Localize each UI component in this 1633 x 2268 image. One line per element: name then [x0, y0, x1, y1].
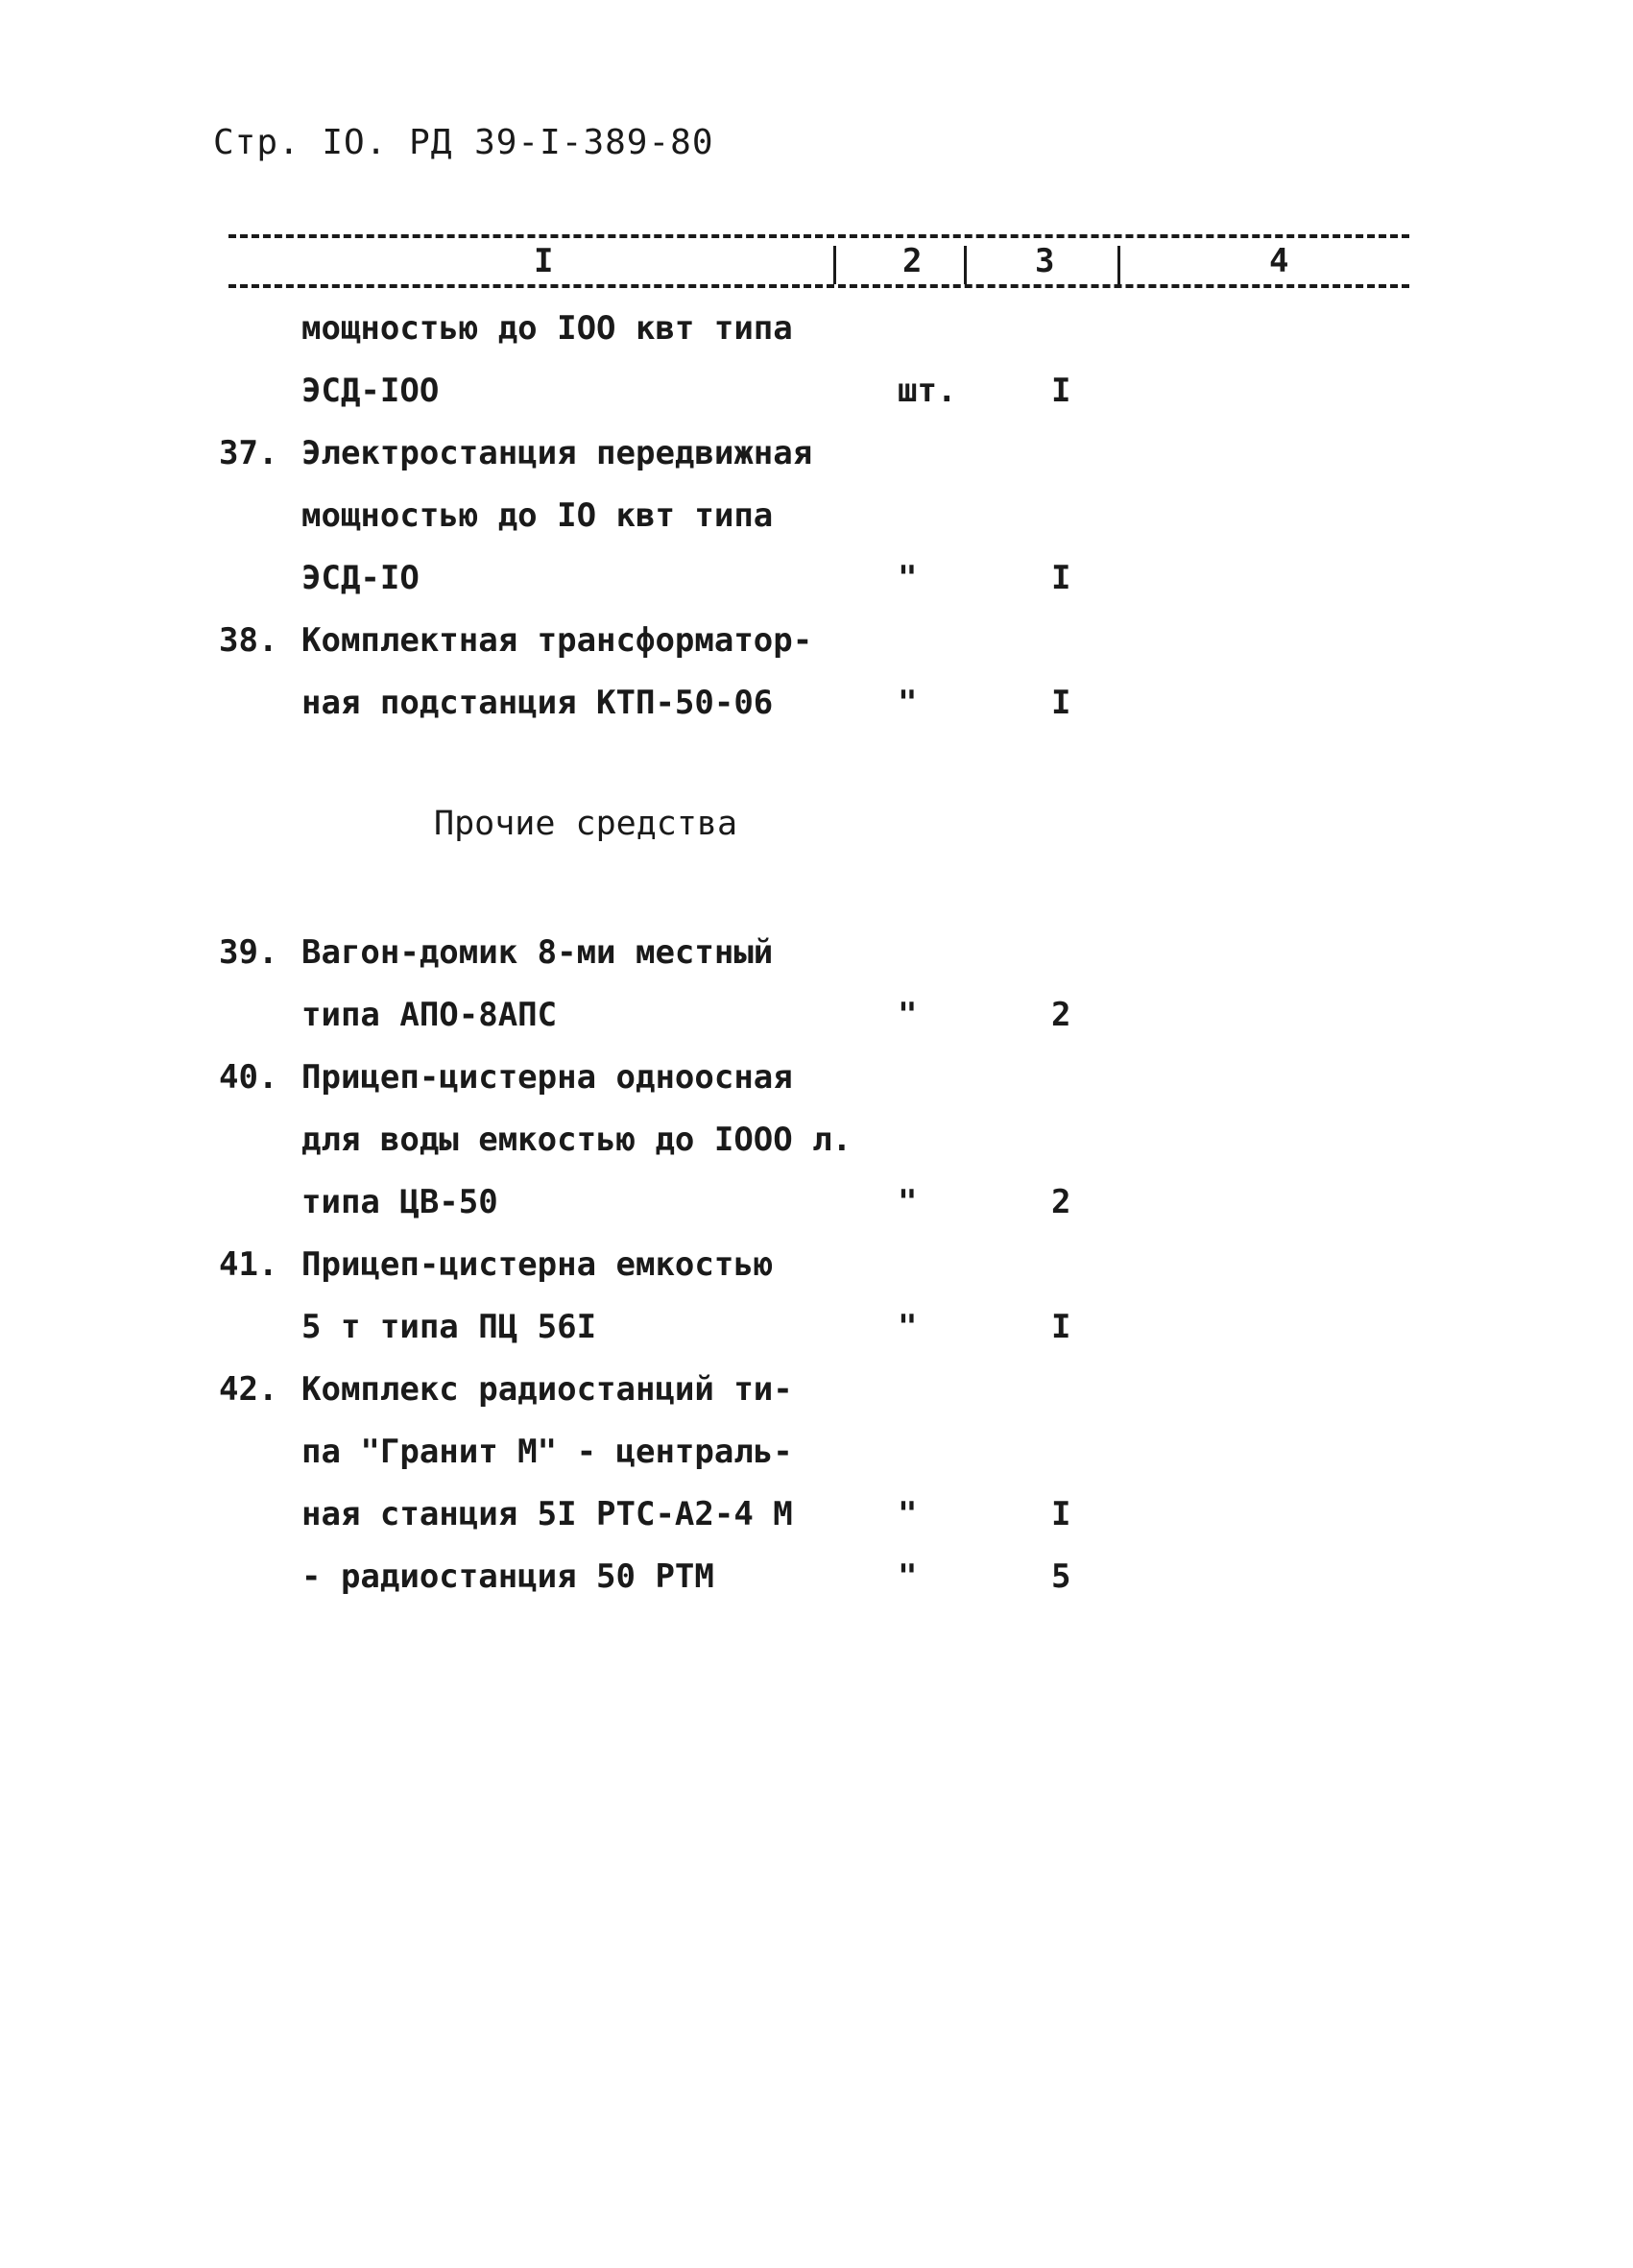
column-separator [964, 246, 967, 284]
item-unit: " [898, 1495, 918, 1533]
item-description: мощностью до IO квт типа [301, 496, 774, 535]
item-number: 39. [219, 933, 278, 972]
item-description: Комплекс радиостанций ти- [301, 1370, 793, 1409]
item-quantity: I [1051, 559, 1071, 597]
item-unit: " [898, 1557, 918, 1596]
item-quantity: I [1051, 372, 1071, 410]
item-unit: " [898, 684, 918, 722]
item-description: ная подстанция КТП-50-06 [301, 684, 774, 722]
item-description: ЭСД-IOO [301, 372, 440, 410]
item-quantity: I [1051, 684, 1071, 722]
item-description: ная станция 5I РТС-А2-4 М [301, 1495, 793, 1533]
item-description: ЭСД-IO [301, 559, 420, 597]
item-description: Прицеп-цистерна одноосная [301, 1058, 793, 1097]
table-top-rule [228, 234, 1409, 238]
item-number: 38. [219, 621, 278, 660]
item-number: 41. [219, 1245, 278, 1284]
item-description: мощностью до IOO квт типа [301, 309, 793, 348]
item-unit: " [898, 559, 918, 597]
item-description: для воды емкостью до IOOO л. [301, 1121, 853, 1159]
item-quantity: 2 [1051, 1183, 1071, 1221]
item-description: Комплектная трансформатор- [301, 621, 813, 660]
item-description: 5 т типа ПЦ 56I [301, 1308, 597, 1346]
column-separator [1117, 246, 1120, 284]
item-description: Электростанция передвижная [301, 434, 813, 472]
column-header-2: 2 [902, 242, 923, 280]
column-header-4: 4 [1269, 242, 1289, 280]
table-header-rule [228, 284, 1409, 288]
item-quantity: 2 [1051, 996, 1071, 1034]
item-unit: " [898, 1308, 918, 1346]
column-header-1: I [534, 242, 554, 280]
item-unit: шт. [898, 372, 957, 410]
column-separator [833, 246, 836, 284]
item-description: Вагон-домик 8-ми местный [301, 933, 774, 972]
item-quantity: I [1051, 1308, 1071, 1346]
item-description: типа ЦВ-50 [301, 1183, 498, 1221]
page-header: Стр. IO. РД 39-I-389-80 [213, 123, 714, 162]
column-header-3: 3 [1035, 242, 1055, 280]
item-unit: " [898, 996, 918, 1034]
item-description: - радиостанция 50 РТМ [301, 1557, 714, 1596]
item-unit: " [898, 1183, 918, 1221]
section-title: Прочие средства [434, 805, 738, 843]
item-description: Прицеп-цистерна емкостью [301, 1245, 774, 1284]
item-description: па "Гранит М" - централь- [301, 1433, 793, 1471]
item-quantity: I [1051, 1495, 1071, 1533]
item-quantity: 5 [1051, 1557, 1071, 1596]
item-number: 42. [219, 1370, 278, 1409]
item-description: типа АПО-8АПС [301, 996, 558, 1034]
item-number: 40. [219, 1058, 278, 1097]
item-number: 37. [219, 434, 278, 472]
